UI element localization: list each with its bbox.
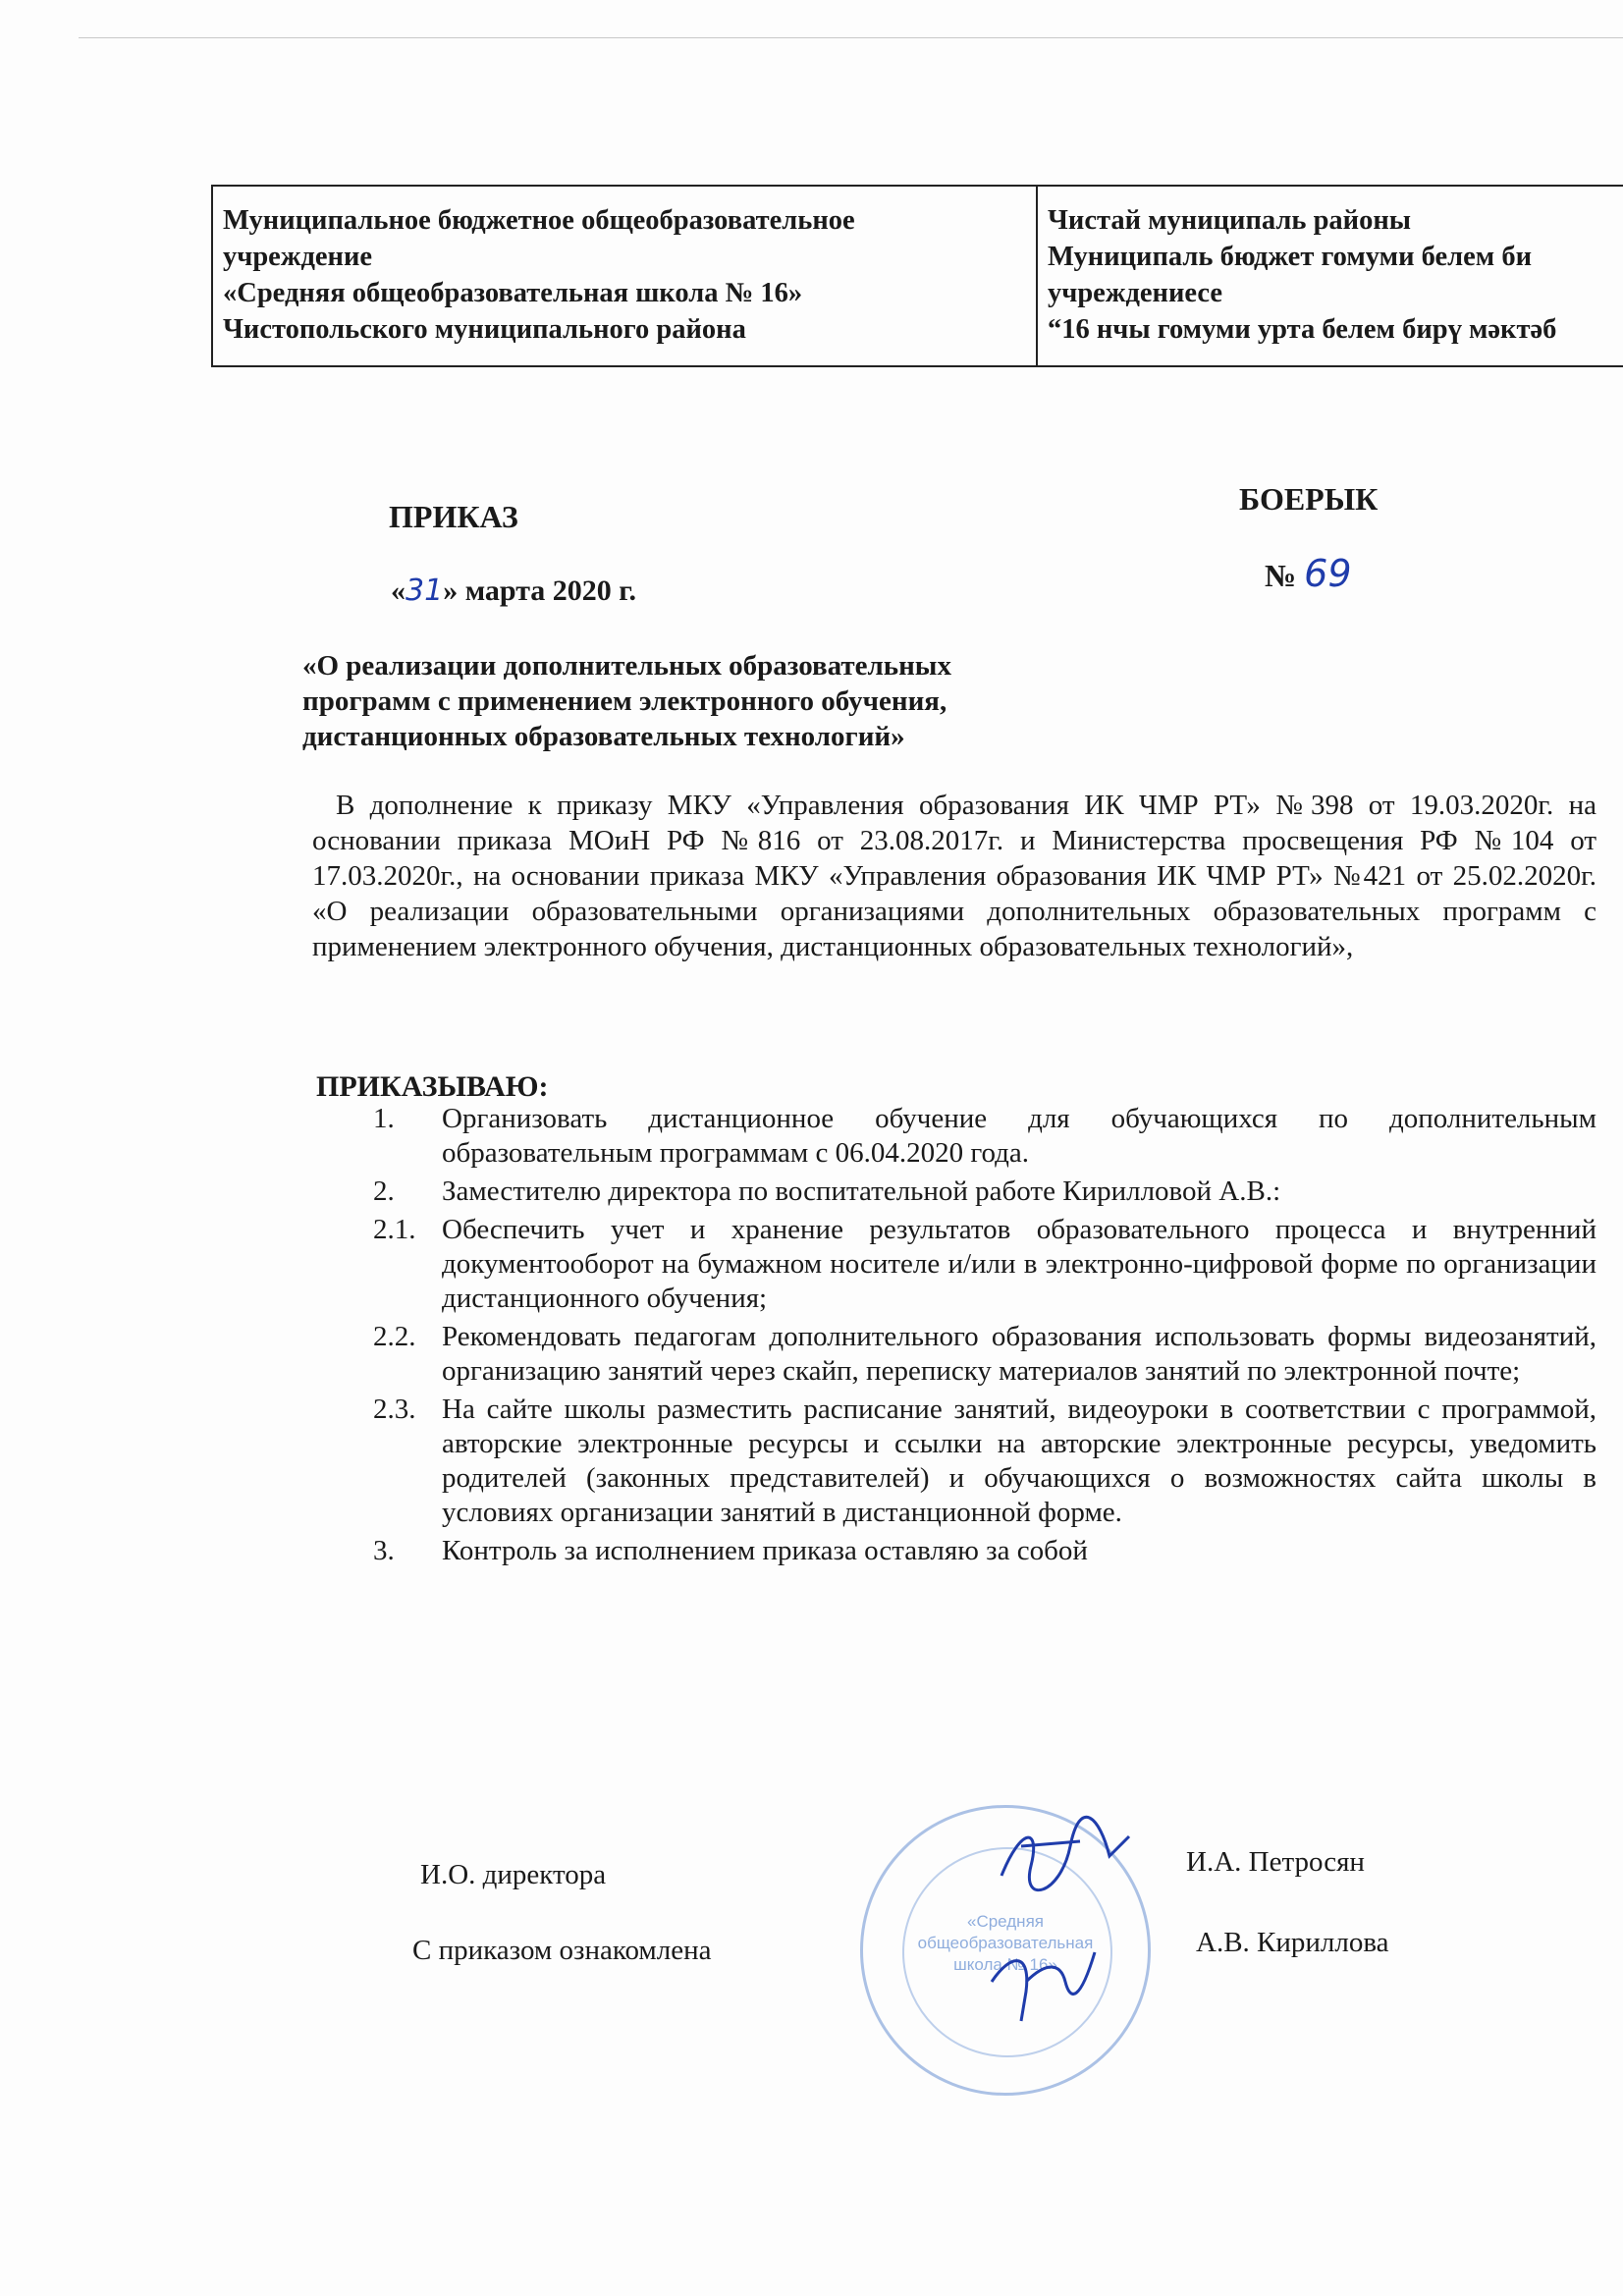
letterhead-line: Муниципальное бюджетное общеобразовательное — [223, 205, 855, 236]
item-number: 2.3. — [373, 1394, 416, 1425]
date-quote-open: « — [391, 574, 406, 607]
date-day-handwritten: 31 — [406, 574, 444, 608]
order-items — [373, 1102, 1596, 1572]
stamp-line: общеобразовательная — [917, 1934, 1094, 1952]
date-rest: марта 2020 г. — [458, 574, 637, 607]
signature-ack-label: С приказом ознакомлена — [412, 1935, 712, 1966]
subject-line: дистанционных образовательных технологий» — [302, 721, 905, 752]
letterhead-line: Муниципаль бюджет гомуми белем би — [1048, 242, 1533, 272]
director-signature — [992, 1807, 1139, 1915]
stamp-line: «Средняя — [967, 1912, 1044, 1931]
number-handwritten: 69 — [1304, 552, 1352, 595]
signature-director-name: И.А. Петросян — [1186, 1846, 1365, 1878]
number-label: № — [1265, 558, 1297, 593]
item-number: 2.2. — [373, 1321, 416, 1352]
doc-number — [1265, 552, 1352, 595]
letterhead — [211, 185, 1623, 367]
item-text: Заместителю директора по воспитательной работе Кирилловой А.В.: — [442, 1175, 1281, 1207]
order-item — [373, 1534, 1596, 1568]
item-text: Рекомендовать педагогам дополнительного образования использовать формы видеозанятий, организацию занятий через скайп, переписку материалов занятий по электронной почте; — [442, 1321, 1596, 1387]
scan-edge-line — [79, 37, 1623, 38]
signature-role: И.О. директора — [420, 1859, 607, 1890]
item-number: 1. — [373, 1103, 395, 1134]
item-text: Контроль за исполнением приказа оставляю за собой — [442, 1535, 1088, 1566]
item-text: На сайте школы разместить расписание занятий, видеоуроки в соответствии с программой, авторские электронные ресурсы и ссылки на авторские электронные ресурсы, уведомить родителей (законных представителей) и обучающихся о возможностях сайта школы в условиях организации занятий в дистанционной форме. — [442, 1394, 1596, 1528]
deputy-signature — [972, 1923, 1109, 2031]
subject-line: программ с применением электронного обучения, — [302, 685, 947, 717]
doc-title-ru: ПРИКАЗ — [389, 499, 518, 534]
date-quote-close: » — [443, 574, 459, 607]
letterhead-tatar — [1038, 187, 1623, 365]
order-item — [373, 1175, 1596, 1209]
order-item — [373, 1320, 1596, 1389]
doc-subject — [302, 648, 1108, 754]
item-text: Организовать дистанционное обучение для обучающихся по дополнительным образовательным программам с 06.04.2020 года. — [442, 1103, 1596, 1169]
order-item — [373, 1102, 1596, 1171]
item-number: 2. — [373, 1175, 395, 1207]
doc-title-tt: БОЕРЫК — [1239, 481, 1379, 517]
letterhead-line: «Средняя общеобразовательная школа № 16» — [223, 278, 803, 308]
letterhead-line: Чистай муниципаль районы — [1048, 205, 1412, 236]
letterhead-line: Чистопольского муниципального района — [223, 314, 746, 345]
item-number: 3. — [373, 1535, 395, 1566]
order-item — [373, 1213, 1596, 1316]
doc-date — [391, 574, 636, 608]
letterhead-line: учреждение — [223, 242, 373, 272]
order-item — [373, 1393, 1596, 1530]
letterhead-russian — [213, 187, 1038, 365]
item-number: 2.1. — [373, 1214, 416, 1245]
item-text: Обеспечить учет и хранение результатов образовательного процесса и внутренний документооборот на бумажном носителе и/или в электронно-цифровой форме по организации дистанционного обучения; — [442, 1214, 1596, 1314]
letterhead-line: учреждениесе — [1048, 278, 1223, 308]
signature-deputy-name: А.В. Кириллова — [1196, 1927, 1389, 1958]
letterhead-line: “16 нчы гомуми урта белем бирү мәктәб — [1048, 314, 1557, 345]
order-heading: ПРИКАЗЫВАЮ: — [316, 1070, 549, 1103]
subject-line: «О реализации дополнительных образовательных — [302, 650, 951, 682]
preamble: В дополнение к приказу МКУ «Управления образования ИК ЧМР РТ» №398 от 19.03.2020г. на основании приказа МОиН РФ №816 от 23.08.2017г. и Министерства просвещения РФ №104 от 17.03.2020г., на основании приказа МКУ «Управления образования ИК ЧМР РТ» №421 от 25.02.2020г. «О реализации образовательными организациями дополнительных образовательных программ с применением электронного обучения, дистанционных образовательных технологий», — [312, 790, 1596, 962]
stamp-line: школа № 16» — [953, 1955, 1057, 1974]
